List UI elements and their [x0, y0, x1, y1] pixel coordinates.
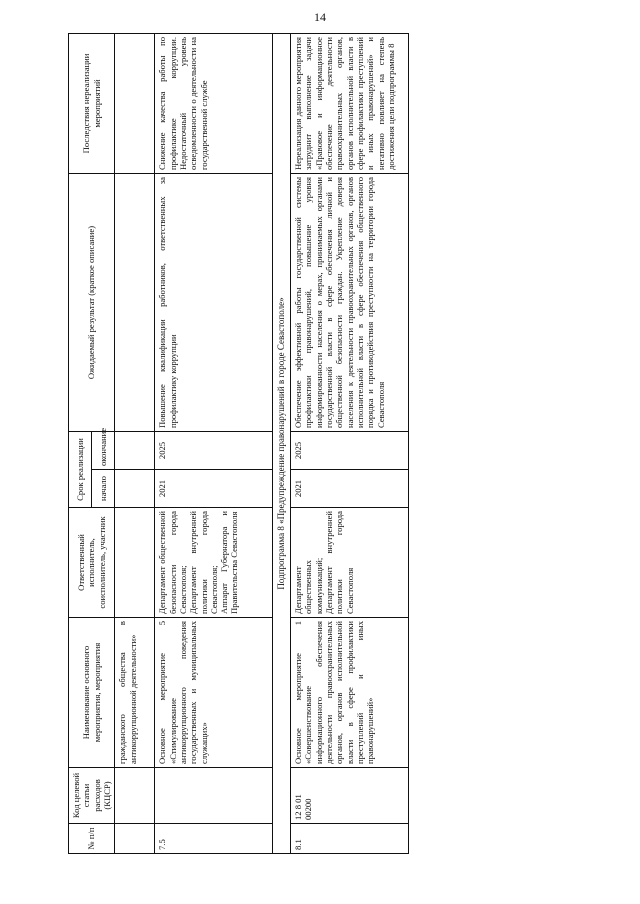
- cell-result: [115, 174, 155, 432]
- cell-name: гражданского общества в антикоррупционной деятельности»: [115, 618, 155, 768]
- header-responsible: Ответственный исполнитель, соисполнитель, участник: [69, 508, 115, 618]
- cell-consequences: [115, 34, 155, 174]
- header-result: Ожидаемый результат (краткое описание): [69, 174, 115, 432]
- cell-responsible: [115, 508, 155, 618]
- cell-kcsr: 12 8 01 00200: [291, 768, 409, 824]
- subprogram-row: [273, 34, 291, 854]
- cell-end: 2025: [155, 432, 273, 470]
- cell-result: Повышение квалификации работников, ответственных за профилактику коррупции: [155, 174, 273, 432]
- rotated-table-container: [68, 34, 588, 854]
- cell-responsible: Департамент общественных коммуникаций; Департамент внутренней политики города Севастополя: [291, 508, 409, 618]
- table-row-7-5: [155, 34, 273, 854]
- cell-consequences: Нереализация данного мероприятия затруднит выполнение задачи «Правовое и информационное обеспечение деятельности правоохранительных органов, органов исполнительной власти в сфере профилактики преступлений и иных правонарушений» и негативно повлияет на степень достижения цели подпрограммы 8: [291, 34, 409, 174]
- cell-name: Основное мероприятие 5 «Стимулирование антикоррупционного поведения государственных и муниципальных служащих»: [155, 618, 273, 768]
- cell-num: 8.1: [291, 824, 409, 854]
- measures-table: [68, 33, 409, 854]
- table-row-8-1: [291, 34, 409, 854]
- header-num: № п/п: [69, 824, 115, 854]
- cell-end: [115, 432, 155, 470]
- table-row-continuation: [115, 34, 155, 854]
- cell-start: [115, 470, 155, 508]
- cell-num: [115, 824, 155, 854]
- cell-name: Основное мероприятие 1 «Совершенствование информационного обеспечения деятельности правоохранительных органов, органов исполнительной власти в сфере профилактики преступлений и иных правонарушений»: [291, 618, 409, 768]
- cell-kcsr: [155, 768, 273, 824]
- header-end: окончание: [92, 432, 115, 470]
- cell-start: 2021: [155, 470, 273, 508]
- cell-consequences: Снижение качества работы по профилактике коррупции. Недостаточный уровень осведомленности о деятельности на государственной службе: [155, 34, 273, 174]
- header-name: Наименование основного мероприятия, мероприятия: [69, 618, 115, 768]
- cell-responsible: Департамент общественной безопасности города Севастополя; Департамент внутренней политики города Севастополя; Аппарат Губернатора и Правительства Севастополя: [155, 508, 273, 618]
- cell-result: Обеспечение эффективной работы государственной системы профилактики правонарушений, повышение уровня информированности населения о мерах, принимаемых органами государственной власти в сфере обеспечения личной и общественной безопасности граждан. Укрепление доверия населения к деятельности правоохранительных органов, органов исполнительной власти в сфере обеспечения общественного порядка и противодействия преступности на территории города Севастополя: [291, 174, 409, 432]
- header-row: [69, 34, 92, 854]
- header-start: начало: [92, 470, 115, 508]
- subprogram-title: Подпрограмма 8 «Предупреждение правонарушений в городе Севастополе»: [273, 34, 291, 854]
- page-number: 14: [314, 10, 326, 24]
- header-term: Срок реализации: [69, 432, 92, 508]
- cell-kcsr: [115, 768, 155, 824]
- header-kcsr: Код целевой статьи расходов (КЦСР): [69, 768, 115, 824]
- cell-end: 2025: [291, 432, 409, 470]
- cell-num: 7.5: [155, 824, 273, 854]
- header-consequences: Последствия нереализации мероприятий: [69, 34, 115, 174]
- cell-start: 2021: [291, 470, 409, 508]
